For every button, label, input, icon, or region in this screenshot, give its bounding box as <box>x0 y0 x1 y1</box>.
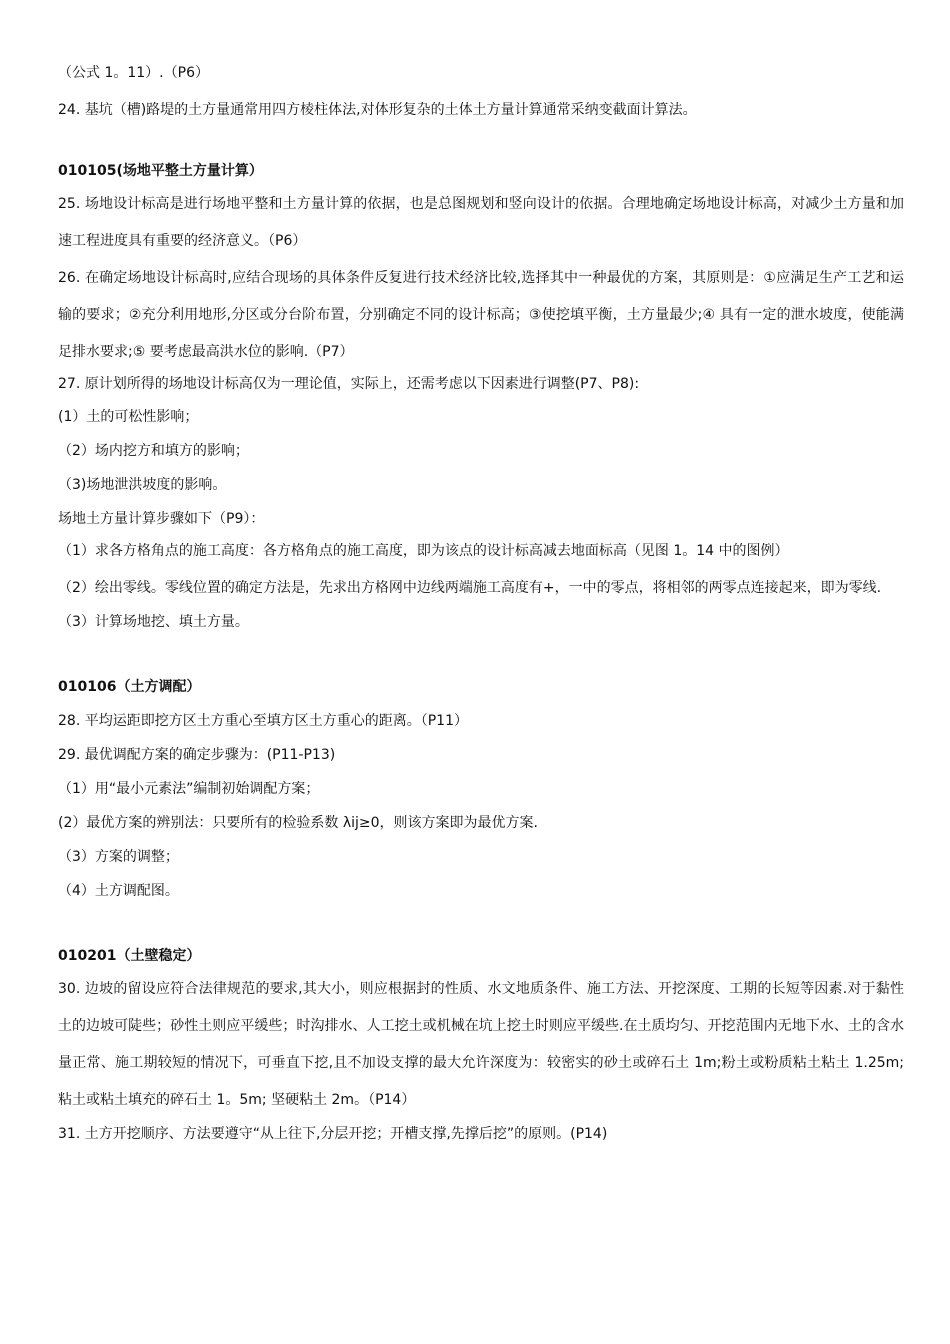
item-30: 30. 边坡的留设应符合法律规范的要求,其大小，则应根据封的性质、水文地质条件、施工方法、开挖深度、工期的长短等因素.对于黏性土的边坡可陡些；砂性土则应平缓些；时沟排水、人工挖土或机械在坑上挖土时则应平缓些.在土质均匀、开挖范围内无地下水、土的含水量正常、施工期较短的情况下，可垂直下挖,且不加设支撑的最大允许深度为：较密实的砂土或碎石土 1m;粉土或粉质粘土粘土 1.25m; 粘土或粘土填充的碎石土 1。5m; 坚硬粘土 2m。（P14） <box>58 981 904 1108</box>
steps-intro: 场地土方量计算步骤如下（P9）： <box>58 511 265 527</box>
item-27-sub-1: (1）土的可松性影响； <box>58 409 199 425</box>
section-heading-010106: 010106（土方调配） <box>58 679 201 695</box>
item-29-sub-1: （1）用“最小元素法”编制初始调配方案； <box>58 781 320 797</box>
step-1: （1）求各方格角点的施工高度：各方格角点的施工高度，即为该点的设计标高减去地面标高（见图 1。14 中的图例） <box>58 543 789 559</box>
item-29-sub-2: (2）最优方案的辨别法：只要所有的检验系数 λij≥0，则该方案即为最优方案. <box>58 815 538 831</box>
item-29-sub-4: （4）土方调配图。 <box>58 883 179 899</box>
formula-ref-line: （公式 1。11）.（P6） <box>58 65 209 81</box>
item-27: 27. 原计划所得的场地设计标高仅为一理论值，实际上，还需考虑以下因素进行调整(P7、P8): <box>58 376 640 392</box>
item-27-sub-3: （3)场地泄洪坡度的影响。 <box>58 477 227 493</box>
item-29: 29. 最优调配方案的确定步骤为：(P11-P13) <box>58 747 336 763</box>
document-page <box>58 62 904 1146</box>
step-3: （3）计算场地挖、填土方量。 <box>58 614 249 630</box>
item-28: 28. 平均运距即挖方区土方重心至填方区土方重心的距离。（P11） <box>58 713 468 729</box>
item-27-sub-2: （2）场内挖方和填方的影响； <box>58 443 249 459</box>
step-2: （2）绘出零线。零线位置的确定方法是，先求出方格网中边线两端施工高度有+，一中的零点，将相邻的两零点连接起来，即为零线. <box>58 580 882 596</box>
item-24: 24. 基坑（槽)路堤的土方量通常用四方棱柱体法,对体形复杂的土体土方量计算通常采纳变截面计算法。 <box>58 102 697 118</box>
item-25: 25. 场地设计标高是进行场地平整和土方量计算的依据，也是总图规划和竖向设计的依据。合理地确定场地设计标高，对减少土方量和加速工程进度具有重要的经济意义。（P6） <box>58 196 904 249</box>
item-31: 31. 土方开挖顺序、方法要遵守“从上往下,分层开挖；开槽支撑,先撑后挖”的原则。(P14) <box>58 1126 608 1142</box>
item-29-sub-3: （3）方案的调整； <box>58 849 179 865</box>
section-heading-010201: 010201（土壁稳定） <box>58 948 201 964</box>
item-26: 26. 在确定场地设计标高时,应结合现场的具体条件反复进行技术经济比较,选择其中一种最优的方案，其原则是：①应满足生产工艺和运输的要求；②充分利用地形,分区或分台阶布置，分别确定不同的设计标高；③使挖填平衡，土方量最少;④ 具有一定的泄水坡度，使能满足排水要求;⑤ 要考虑最高洪水位的影响.（P7） <box>58 270 904 360</box>
section-heading-010105: 010105(场地平整土方量计算） <box>58 163 263 179</box>
